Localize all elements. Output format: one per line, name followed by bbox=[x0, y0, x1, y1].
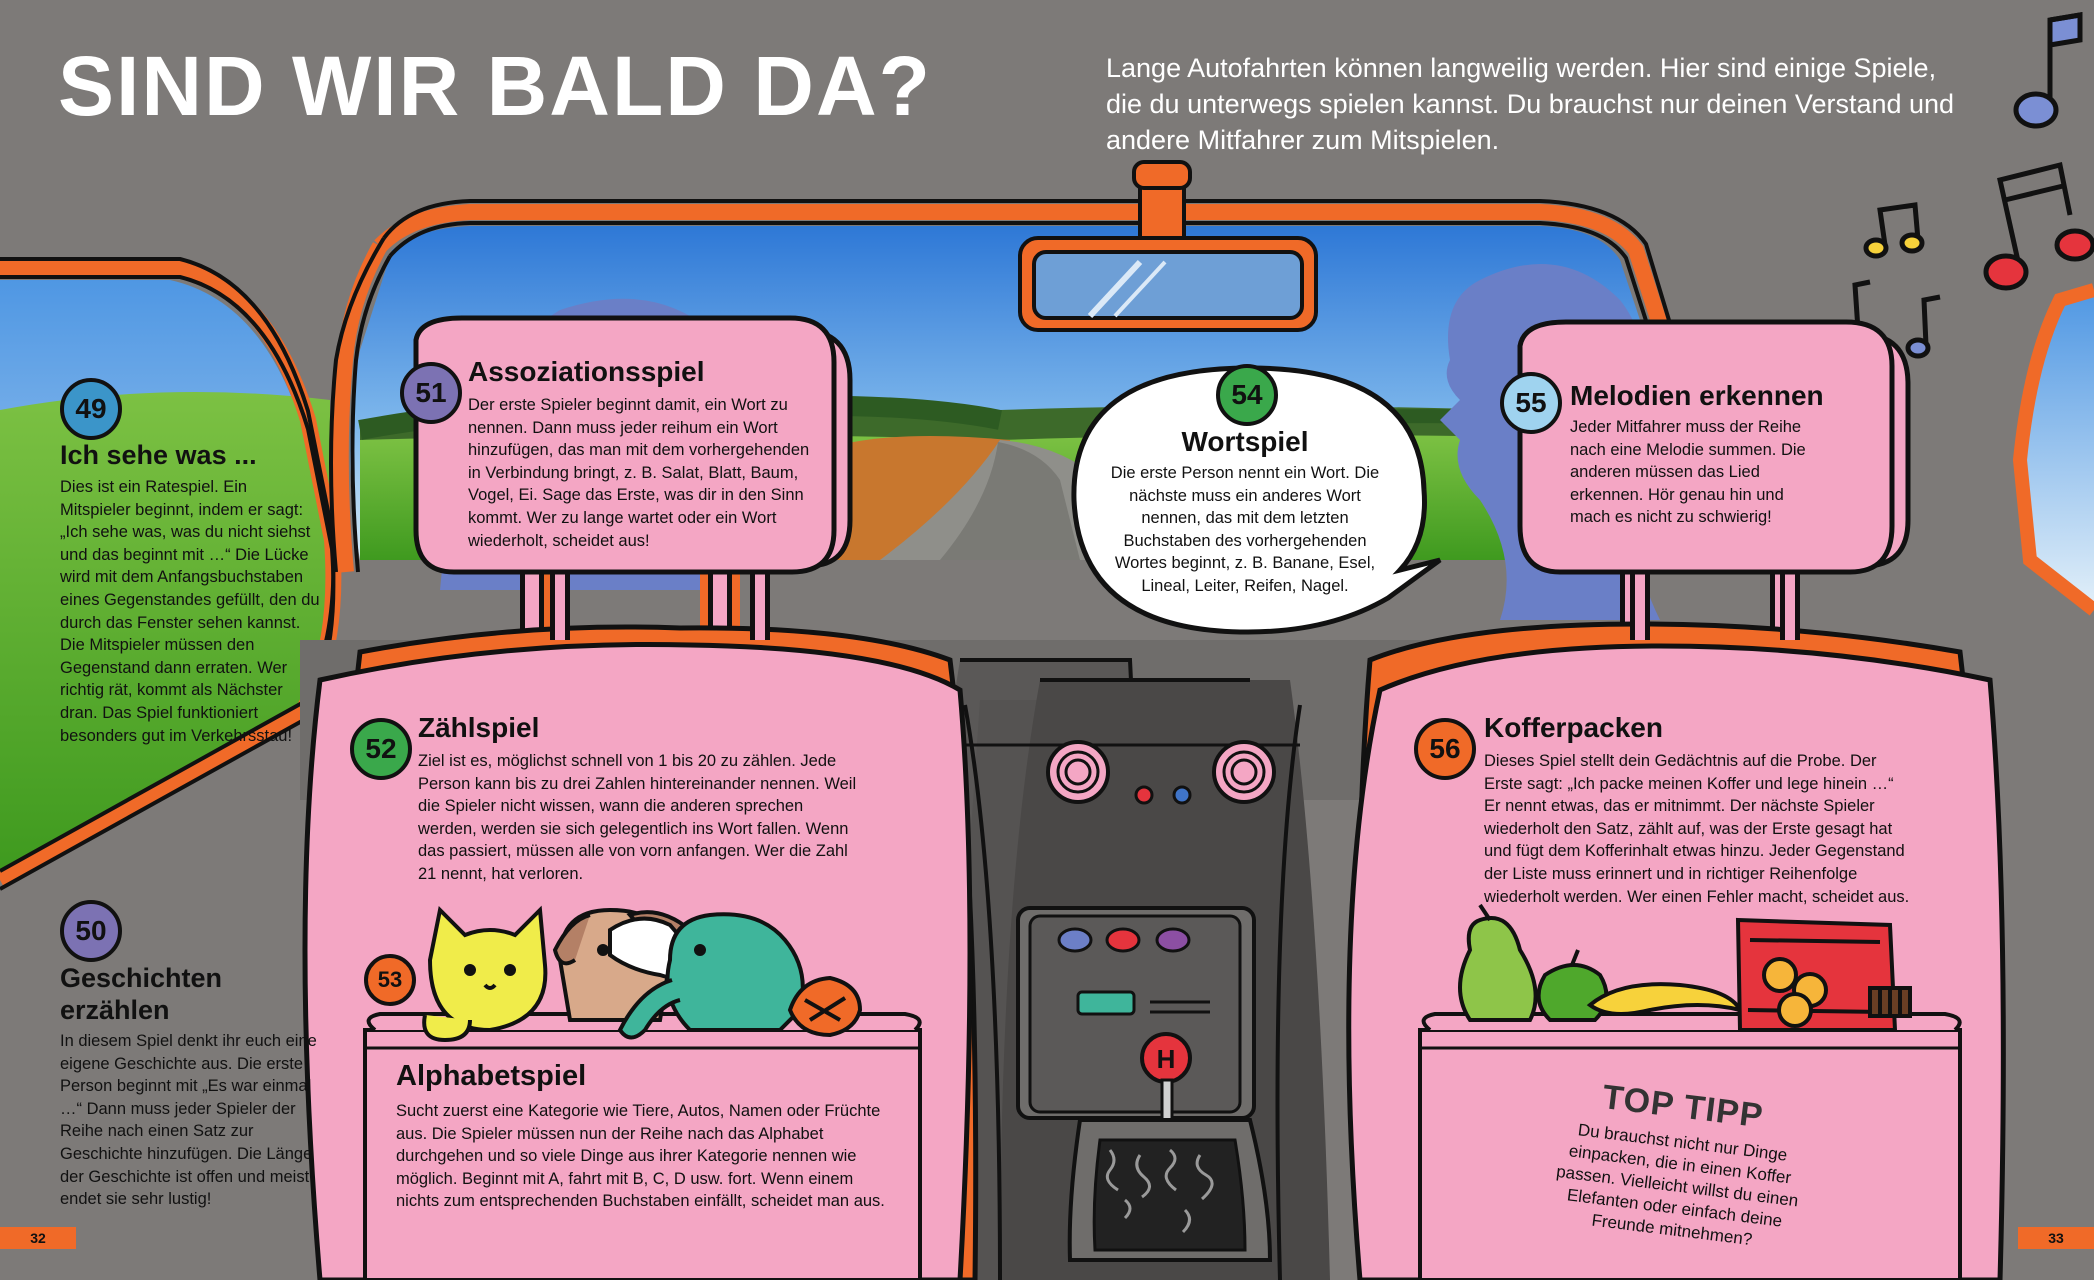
top-tip-text: Du brauchst nicht nur Dinge einpacken, die in einen Koffer passen. Vielleicht willst du einen Elefanten oder einfach deine Freunde mitnehmen? bbox=[1555, 1120, 1800, 1250]
svg-text:H: H bbox=[1156, 1044, 1176, 1074]
game-number-50: 50 bbox=[60, 900, 122, 962]
game-heading-51: Assoziationsspiel bbox=[468, 356, 705, 387]
game-heading-52: Zählspiel bbox=[418, 712, 540, 743]
game-number-56: 56 bbox=[1414, 718, 1476, 780]
game-heading-50: Geschichten erzählen bbox=[60, 963, 223, 1025]
game-number-55: 55 bbox=[1500, 372, 1562, 434]
game-text-55: Jeder Mitfahrer muss der Reihe nach eine Melodie summen. Die anderen müssen das Lied erkennen. Hör genau hin und mach es nicht zu schwierig! bbox=[1570, 418, 1806, 527]
game-text-49: Dies ist ein Ratespiel. Ein Mitspieler beginnt, indem er sagt: „Ich sehe was, was du nicht siehst und das beginnt mit …“ Die Lücke wird mit dem Anfangsbuchstaben eines Gegenstandes gefüllt, den du durch das Fenster sehen kannst. Die Mitspieler müssen den Gegenstand dann erraten. Wer richtig rät, kommt als Nächster dran. Das Spiel funktioniert besonders gut im Verkehrsstau! bbox=[60, 478, 320, 745]
game-number-51: 51 bbox=[400, 362, 462, 424]
chocolate-icon bbox=[1870, 988, 1910, 1016]
page-number-right: 33 bbox=[2018, 1227, 2094, 1249]
game-heading-56: Kofferpacken bbox=[1484, 712, 1663, 743]
game-text-53: Sucht zuerst eine Kategorie wie Tiere, Autos, Namen oder Früchte aus. Die Spieler müssen nun der Reihe nach das Alphabet durchgehen und so viele Dinge aus ihrer Kategorie nennen wie möglich. Beginnt mit A, fahrt mit B, C, D usw. fort. Wenn einem nichts zum entsprechenden Buchstaben einfällt, scheidet man aus. bbox=[396, 1102, 885, 1211]
top-tip-heading: TOP TIPP bbox=[1600, 1078, 1766, 1136]
game-text-50: In diesem Spiel denkt ihr euch eine eigene Geschichte aus. Die erste Person beginnt mit „Es war einmal …“ Dann muss jeder Spieler der Reihe nach einen Satz zur Geschichte hinzufügen. Die Länge der Geschichte ist offen und meist endet sie sehr lustig! bbox=[60, 1032, 317, 1209]
game-number-52: 52 bbox=[350, 718, 412, 780]
music-note-icon-blue bbox=[2016, 15, 2080, 126]
game-heading-53: Alphabetspiel bbox=[396, 1060, 587, 1092]
music-note-icon-blue-small bbox=[1908, 297, 1940, 356]
page-title: SIND WIR BALD DA? bbox=[58, 39, 932, 133]
page-number-left: 32 bbox=[0, 1227, 76, 1249]
game-heading-49: Ich sehe was ... bbox=[60, 440, 257, 470]
music-note-icon-yellow bbox=[1866, 205, 1922, 256]
music-note-icon-red bbox=[1986, 165, 2093, 288]
game-number-49: 49 bbox=[60, 378, 122, 440]
rearview-mirror bbox=[1020, 162, 1316, 330]
game-text-51: Der erste Spieler beginnt damit, ein Wort zu nennen. Dann muss jeder reihum ein Wort hinzufügen, das man mit dem vorhergehenden in Verbindung bringt, z. B. Salat, Blatt, Baum, Vogel, Ei. Sage das Erste, was dir in den Sinn kommt. Wer zu lange wartet oder ein Wort wiederholt, scheidet aus! bbox=[468, 396, 810, 550]
game-number-54: 54 bbox=[1216, 364, 1278, 426]
game-text-54: Die erste Person nennt ein Wort. Die nächste muss ein anderes Wort nennen, das mit dem letzten Buchstaben des vorhergehenden Wortes beginnt, z. B. Banane, Esel, Lineal, Leiter, Reifen, Nagel. bbox=[1110, 464, 1380, 595]
game-heading-55: Melodien erkennen bbox=[1570, 380, 1824, 411]
intro-text: Lange Autofahrten können langweilig werden. Hier sind einige Spiele, die du unterwegs spielen kannst. Du brauchst nur deinen Verstand und andere Mitfahrer zum Mitspielen. bbox=[1106, 53, 1955, 155]
game-number-53: 53 bbox=[364, 954, 416, 1006]
game-heading-54: Wortspiel bbox=[1181, 426, 1309, 457]
right-side-window bbox=[2020, 290, 2094, 610]
game-text-56: Dieses Spiel stellt dein Gedächtnis auf die Probe. Der Erste sagt: „Ich packe meinen Koffer und lege hinein …“ Er nennt etwas, das er mitnimmt. Der nächste Spieler wiederholt den Satz, zählt auf, was der Erste gesagt hat und fügt dem Kofferinhalt etwas hinzu. Jeder Gegenstand der Liste muss erinnert und in richtiger Reihenfolge wiederholt werden. Wer einen Fehler macht, scheidet aus. bbox=[1484, 752, 1910, 906]
game-text-52: Ziel ist es, möglichst schnell von 1 bis 20 zu zählen. Jede Person kann bis zu drei Zahlen hintereinander nennen. Weil die Spieler nicht wissen, wann die anderen sprechen werden, werden sie sich gelegentlich ins Wort fallen. Wenn das passiert, müssen alle von vorn anfangen. Wer die Zahl 21 nennt, hat verloren. bbox=[418, 752, 857, 883]
